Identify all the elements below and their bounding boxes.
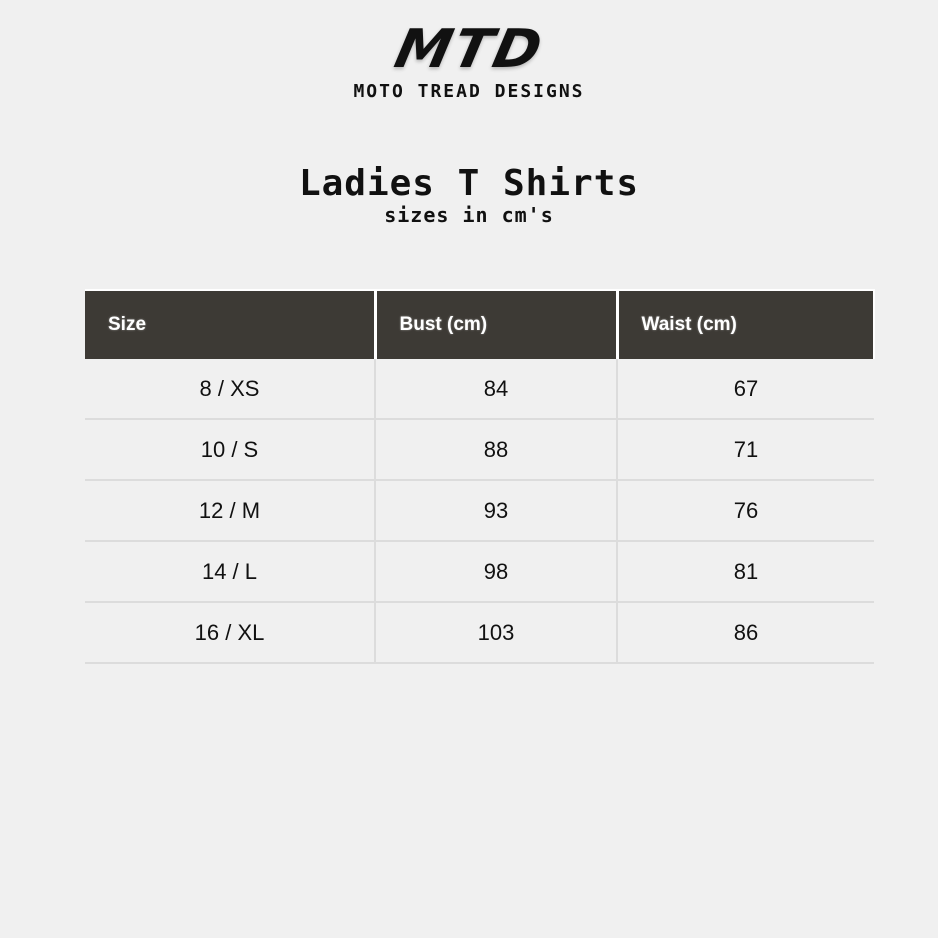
table-row xyxy=(85,541,874,602)
cell-size: 12 / M xyxy=(85,480,375,541)
cell-waist: 86 xyxy=(617,602,874,663)
logo-tagline: MOTO TREAD DESIGNS xyxy=(353,81,585,102)
cell-waist: 81 xyxy=(617,541,874,602)
page-heading xyxy=(0,164,938,226)
column-header-size: Size xyxy=(85,290,375,359)
cell-bust: 103 xyxy=(375,602,617,663)
page-title: Ladies T Shirts xyxy=(298,163,640,204)
cell-waist: 71 xyxy=(617,419,874,480)
column-header-waist: Waist (cm) xyxy=(617,290,874,359)
cell-size: 8 / XS xyxy=(85,359,375,419)
brand-logo xyxy=(0,18,938,102)
cell-bust: 84 xyxy=(375,359,617,419)
cell-waist: 76 xyxy=(617,480,874,541)
cell-waist: 67 xyxy=(617,359,874,419)
cell-size: 10 / S xyxy=(85,419,375,480)
table-row xyxy=(85,419,874,480)
cell-bust: 93 xyxy=(375,480,617,541)
cell-bust: 98 xyxy=(375,541,617,602)
logo-mark: MTD xyxy=(389,18,549,81)
cell-bust: 88 xyxy=(375,419,617,480)
table-row xyxy=(85,359,874,419)
cell-size: 16 / XL xyxy=(85,602,375,663)
table-header-row xyxy=(85,290,874,359)
table-row xyxy=(85,480,874,541)
cell-size: 14 / L xyxy=(85,541,375,602)
table-row xyxy=(85,602,874,663)
size-chart-table xyxy=(85,289,875,664)
page-subtitle: sizes in cm's xyxy=(384,203,554,227)
column-header-bust: Bust (cm) xyxy=(375,290,617,359)
